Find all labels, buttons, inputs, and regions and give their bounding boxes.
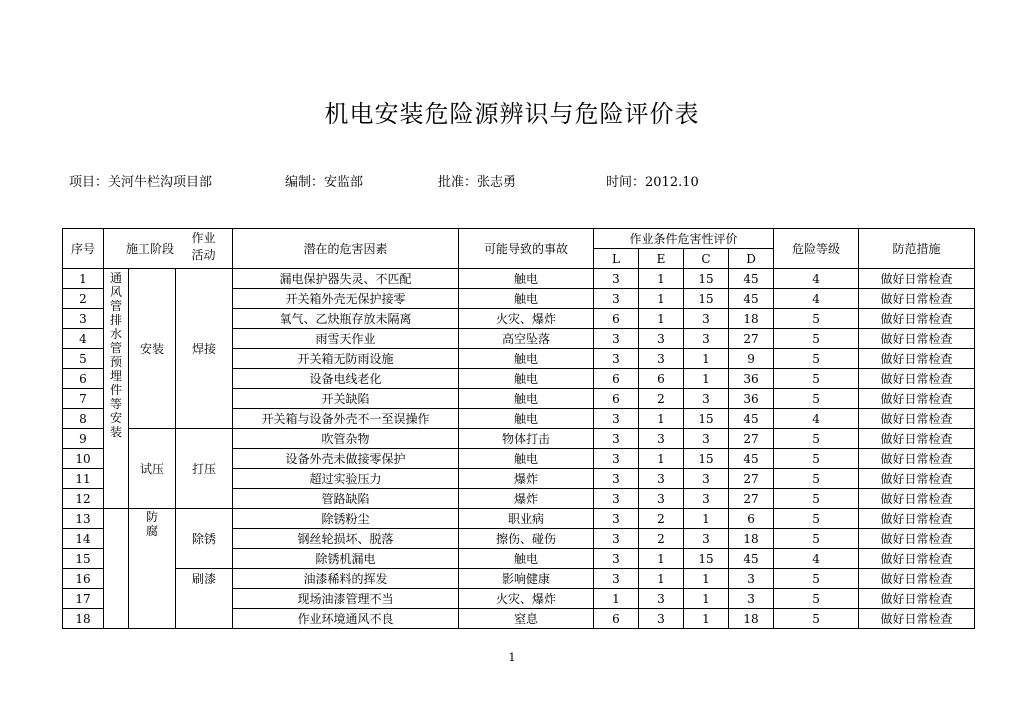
header-d: D — [729, 249, 774, 269]
phase-char: 装 — [109, 425, 122, 439]
cell-no: 17 — [63, 589, 104, 609]
cell-no: 12 — [63, 489, 104, 509]
cell-c: 3 — [684, 389, 729, 409]
cell-hazard: 开关箱与设备外壳不一至误操作 — [233, 409, 459, 429]
cell-e: 1 — [639, 549, 684, 569]
activity-derusting: 除锈 — [176, 509, 233, 569]
phase-char: 水 — [109, 327, 122, 341]
cell-l: 3 — [594, 269, 639, 289]
cell-measure: 做好日常检查 — [859, 609, 975, 629]
cell-no: 16 — [63, 569, 104, 589]
subphase-pressure-test: 试压 — [129, 429, 176, 509]
cell-no: 10 — [63, 449, 104, 469]
cell-level: 4 — [774, 409, 859, 429]
phase-char: 通 — [109, 271, 122, 285]
subphase-anticorrosion — [129, 509, 176, 629]
cell-no: 7 — [63, 389, 104, 409]
phase-cell — [104, 269, 129, 509]
cell-l: 3 — [594, 429, 639, 449]
table-row — [63, 509, 975, 529]
cell-measure: 做好日常检查 — [859, 409, 975, 429]
cell-e: 1 — [639, 449, 684, 469]
cell-no: 13 — [63, 509, 104, 529]
cell-level: 5 — [774, 349, 859, 369]
cell-hazard: 除锈机漏电 — [233, 549, 459, 569]
date-label: 时间：2012.10 — [606, 175, 699, 190]
cell-hazard: 油漆稀料的挥发 — [233, 569, 459, 589]
header-no: 序号 — [63, 229, 104, 269]
cell-measure: 做好日常检查 — [859, 309, 975, 329]
cell-level: 5 — [774, 329, 859, 349]
cell-accident: 职业病 — [459, 509, 594, 529]
cell-e: 2 — [639, 509, 684, 529]
header-hazard: 潜在的危害因素 — [233, 229, 459, 269]
cell-accident: 触电 — [459, 409, 594, 429]
cell-accident: 触电 — [459, 369, 594, 389]
cell-hazard: 现场油漆管理不当 — [233, 589, 459, 609]
phase-char: 安 — [109, 411, 122, 425]
cell-hazard: 雨雪天作业 — [233, 329, 459, 349]
cell-d: 27 — [729, 489, 774, 509]
phase-char: 风 — [109, 285, 122, 299]
phase-char: 管 — [109, 299, 122, 313]
project-label: 项目：关河牛栏沟项目部 — [69, 175, 213, 190]
document-title: 机电安装危险源辨识与危险评价表 — [324, 100, 700, 128]
header-measures: 防范措施 — [859, 229, 975, 269]
cell-l: 3 — [594, 469, 639, 489]
cell-d: 36 — [729, 389, 774, 409]
cell-no: 4 — [63, 329, 104, 349]
cell-d: 27 — [729, 329, 774, 349]
subphase-char: 防 — [145, 510, 158, 524]
cell-l: 3 — [594, 449, 639, 469]
cell-l: 6 — [594, 389, 639, 409]
cell-d: 45 — [729, 289, 774, 309]
cell-accident: 爆炸 — [459, 469, 594, 489]
cell-measure: 做好日常检查 — [859, 529, 975, 549]
cell-e: 3 — [639, 349, 684, 369]
cell-accident: 触电 — [459, 449, 594, 469]
cell-accident: 触电 — [459, 389, 594, 409]
cell-accident: 物体打击 — [459, 429, 594, 449]
cell-d: 18 — [729, 309, 774, 329]
cell-l: 1 — [594, 589, 639, 609]
cell-accident: 窒息 — [459, 609, 594, 629]
cell-no: 6 — [63, 369, 104, 389]
cell-e: 2 — [639, 529, 684, 549]
cell-accident: 触电 — [459, 269, 594, 289]
cell-accident: 触电 — [459, 289, 594, 309]
subphase-char: 腐 — [145, 524, 158, 538]
cell-e: 1 — [639, 409, 684, 429]
phase-cell-blank — [104, 509, 129, 629]
cell-no: 2 — [63, 289, 104, 309]
cell-e: 1 — [639, 289, 684, 309]
cell-no: 1 — [63, 269, 104, 289]
phase-char: 预 — [109, 355, 122, 369]
cell-c: 3 — [684, 309, 729, 329]
cell-d: 45 — [729, 409, 774, 429]
cell-level: 5 — [774, 509, 859, 529]
cell-e: 2 — [639, 389, 684, 409]
header-activity — [176, 230, 231, 264]
header-level: 危险等级 — [774, 229, 859, 269]
phase-char: 埋 — [109, 369, 122, 383]
cell-c: 3 — [684, 489, 729, 509]
cell-level: 4 — [774, 549, 859, 569]
cell-e: 6 — [639, 369, 684, 389]
phase-char: 件 — [109, 383, 122, 397]
phase-char: 等 — [109, 397, 122, 411]
cell-measure: 做好日常检查 — [859, 549, 975, 569]
header-evaluation: 作业条件危害性评价 — [594, 229, 774, 249]
cell-c: 15 — [684, 269, 729, 289]
cell-level: 5 — [774, 589, 859, 609]
cell-no: 14 — [63, 529, 104, 549]
header-activity-label: 作业活动 — [191, 231, 216, 262]
activity-welding: 焊接 — [176, 269, 233, 429]
compiled-by-label: 编制：安监部 — [285, 175, 364, 190]
cell-no: 9 — [63, 429, 104, 449]
cell-l: 3 — [594, 489, 639, 509]
cell-level: 5 — [774, 489, 859, 509]
cell-d: 36 — [729, 369, 774, 389]
table-row — [63, 429, 975, 449]
cell-hazard: 漏电保护器失灵、不匹配 — [233, 269, 459, 289]
cell-e: 1 — [639, 569, 684, 589]
cell-hazard: 开关箱无防雨设施 — [233, 349, 459, 369]
page-number: 1 — [508, 651, 516, 664]
cell-c: 3 — [684, 329, 729, 349]
cell-c: 1 — [684, 569, 729, 589]
cell-e: 3 — [639, 429, 684, 449]
cell-l: 6 — [594, 309, 639, 329]
cell-l: 3 — [594, 569, 639, 589]
cell-c: 15 — [684, 409, 729, 429]
cell-accident: 火灾、爆炸 — [459, 309, 594, 329]
approved-by-label: 批准：张志勇 — [438, 175, 517, 190]
cell-e: 3 — [639, 489, 684, 509]
cell-e: 3 — [639, 609, 684, 629]
cell-accident: 擦伤、碰伤 — [459, 529, 594, 549]
cell-hazard: 氧气、乙炔瓶存放未隔离 — [233, 309, 459, 329]
cell-c: 15 — [684, 289, 729, 309]
cell-measure: 做好日常检查 — [859, 329, 975, 349]
cell-level: 5 — [774, 429, 859, 449]
cell-accident: 触电 — [459, 549, 594, 569]
cell-no: 3 — [63, 309, 104, 329]
activity-pressurize: 打压 — [176, 429, 233, 509]
cell-d: 18 — [729, 609, 774, 629]
cell-d: 45 — [729, 449, 774, 469]
table-row — [63, 269, 975, 289]
cell-measure: 做好日常检查 — [859, 449, 975, 469]
header-c: C — [684, 249, 729, 269]
activity-painting: 刷漆 — [176, 569, 233, 629]
cell-c: 3 — [684, 429, 729, 449]
cell-c: 3 — [684, 529, 729, 549]
cell-d: 27 — [729, 429, 774, 449]
cell-level: 5 — [774, 309, 859, 329]
cell-l: 3 — [594, 289, 639, 309]
cell-l: 3 — [594, 409, 639, 429]
cell-hazard: 钢丝轮损坏、脱落 — [233, 529, 459, 549]
cell-measure: 做好日常检查 — [859, 349, 975, 369]
cell-e: 3 — [639, 589, 684, 609]
header-l: L — [594, 249, 639, 269]
cell-measure: 做好日常检查 — [859, 509, 975, 529]
cell-e: 1 — [639, 269, 684, 289]
cell-e: 1 — [639, 309, 684, 329]
subphase-install: 安装 — [129, 269, 176, 429]
cell-c: 1 — [684, 349, 729, 369]
cell-d: 45 — [729, 269, 774, 289]
cell-hazard: 超过实验压力 — [233, 469, 459, 489]
cell-level: 5 — [774, 569, 859, 589]
cell-l: 6 — [594, 609, 639, 629]
cell-c: 1 — [684, 369, 729, 389]
cell-accident: 触电 — [459, 349, 594, 369]
cell-hazard: 作业环境通风不良 — [233, 609, 459, 629]
cell-l: 3 — [594, 509, 639, 529]
phase-char: 管 — [109, 341, 122, 355]
cell-level: 5 — [774, 369, 859, 389]
cell-no: 8 — [63, 409, 104, 429]
cell-measure: 做好日常检查 — [859, 289, 975, 309]
cell-level: 5 — [774, 529, 859, 549]
cell-e: 3 — [639, 329, 684, 349]
cell-hazard: 设备电线老化 — [233, 369, 459, 389]
cell-hazard: 除锈粉尘 — [233, 509, 459, 529]
cell-no: 5 — [63, 349, 104, 369]
cell-level: 5 — [774, 469, 859, 489]
cell-measure: 做好日常检查 — [859, 269, 975, 289]
cell-level: 5 — [774, 449, 859, 469]
cell-accident: 影响健康 — [459, 569, 594, 589]
hazard-evaluation-table — [62, 228, 975, 629]
cell-d: 18 — [729, 529, 774, 549]
cell-measure: 做好日常检查 — [859, 389, 975, 409]
cell-accident: 火灾、爆炸 — [459, 589, 594, 609]
cell-measure: 做好日常检查 — [859, 429, 975, 449]
cell-measure: 做好日常检查 — [859, 369, 975, 389]
cell-hazard: 设备外壳未做接零保护 — [233, 449, 459, 469]
cell-c: 15 — [684, 549, 729, 569]
cell-level: 5 — [774, 389, 859, 409]
cell-l: 3 — [594, 529, 639, 549]
cell-no: 11 — [63, 469, 104, 489]
header-e: E — [639, 249, 684, 269]
table-row — [63, 569, 975, 589]
cell-c: 1 — [684, 609, 729, 629]
cell-no: 18 — [63, 609, 104, 629]
cell-c: 1 — [684, 509, 729, 529]
cell-measure: 做好日常检查 — [859, 489, 975, 509]
cell-hazard: 吹管杂物 — [233, 429, 459, 449]
cell-d: 9 — [729, 349, 774, 369]
phase-char: 排 — [109, 313, 122, 327]
cell-c: 1 — [684, 589, 729, 609]
header-accident: 可能导致的事故 — [459, 229, 594, 269]
cell-d: 6 — [729, 509, 774, 529]
cell-level: 5 — [774, 609, 859, 629]
cell-l: 6 — [594, 369, 639, 389]
cell-hazard: 开关缺陷 — [233, 389, 459, 409]
cell-d: 3 — [729, 569, 774, 589]
cell-measure: 做好日常检查 — [859, 589, 975, 609]
cell-accident: 爆炸 — [459, 489, 594, 509]
cell-d: 27 — [729, 469, 774, 489]
header-phase: 施工阶段 — [104, 229, 233, 269]
cell-l: 3 — [594, 329, 639, 349]
cell-e: 3 — [639, 469, 684, 489]
cell-accident: 高空坠落 — [459, 329, 594, 349]
cell-d: 45 — [729, 549, 774, 569]
cell-level: 4 — [774, 269, 859, 289]
cell-l: 3 — [594, 349, 639, 369]
cell-level: 4 — [774, 289, 859, 309]
cell-c: 15 — [684, 449, 729, 469]
cell-hazard: 开关箱外壳无保护接零 — [233, 289, 459, 309]
cell-hazard: 管路缺陷 — [233, 489, 459, 509]
cell-measure: 做好日常检查 — [859, 469, 975, 489]
cell-measure: 做好日常检查 — [859, 569, 975, 589]
cell-d: 3 — [729, 589, 774, 609]
cell-no: 15 — [63, 549, 104, 569]
cell-c: 3 — [684, 469, 729, 489]
cell-l: 3 — [594, 549, 639, 569]
